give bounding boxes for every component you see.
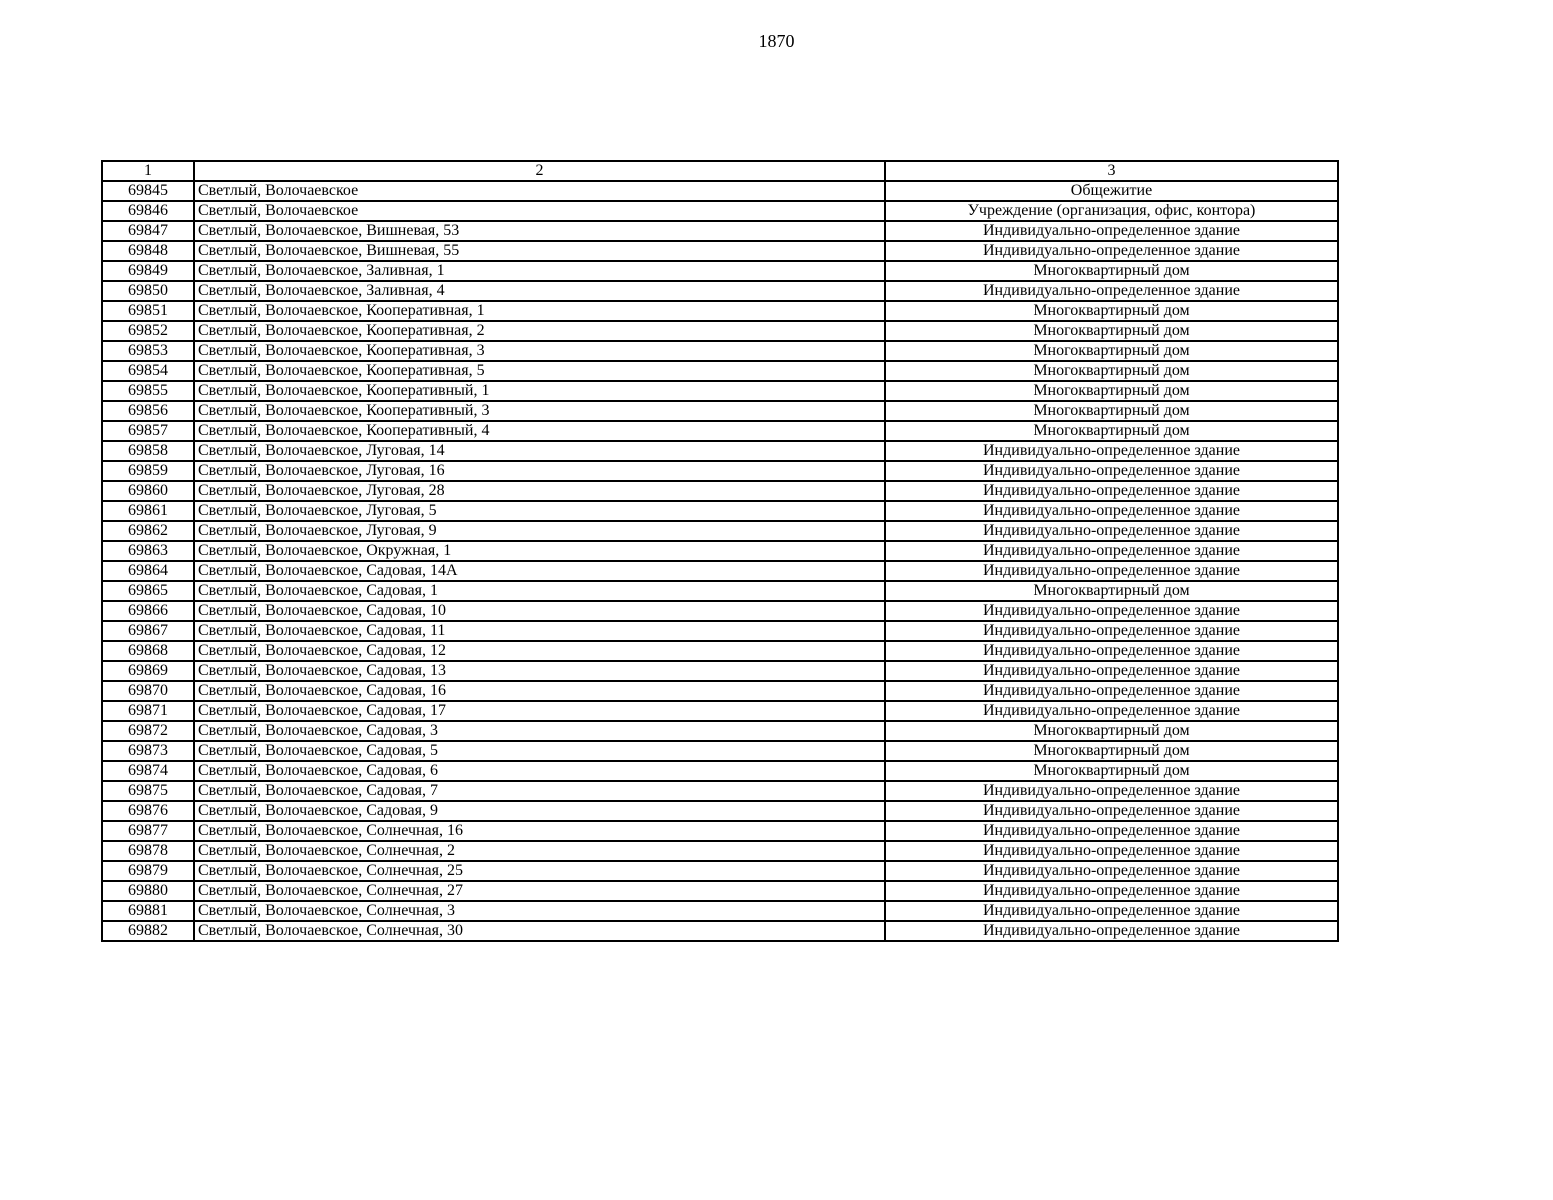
table-row — [102, 921, 1338, 941]
object-type-cell: Многоквартирный дом — [885, 381, 1338, 401]
row-number-cell: 69855 — [102, 381, 194, 401]
object-type-cell: Индивидуально-определенное здание — [885, 641, 1338, 661]
address-cell: Светлый, Волочаевское, Садовая, 17 — [194, 701, 885, 721]
row-number-cell: 69879 — [102, 861, 194, 881]
table-row — [102, 381, 1338, 401]
row-number-cell: 69860 — [102, 481, 194, 501]
object-type-cell: Индивидуально-определенное здание — [885, 681, 1338, 701]
address-cell: Светлый, Волочаевское, Садовая, 7 — [194, 781, 885, 801]
address-cell: Светлый, Волочаевское, Кооперативная, 2 — [194, 321, 885, 341]
row-number-cell: 69847 — [102, 221, 194, 241]
object-type-cell: Многоквартирный дом — [885, 421, 1338, 441]
table-row — [102, 361, 1338, 381]
address-cell: Светлый, Волочаевское, Кооперативная, 1 — [194, 301, 885, 321]
table-row — [102, 661, 1338, 681]
address-cell: Светлый, Волочаевское, Кооперативный, 3 — [194, 401, 885, 421]
address-cell: Светлый, Волочаевское, Кооперативная, 3 — [194, 341, 885, 361]
table-row — [102, 841, 1338, 861]
table-row — [102, 681, 1338, 701]
address-cell: Светлый, Волочаевское, Заливная, 4 — [194, 281, 885, 301]
column-header-address: 2 — [194, 161, 885, 181]
address-cell: Светлый, Волочаевское, Садовая, 1 — [194, 581, 885, 601]
object-type-cell: Индивидуально-определенное здание — [885, 701, 1338, 721]
table-row — [102, 521, 1338, 541]
row-number-cell: 69866 — [102, 601, 194, 621]
object-type-cell: Многоквартирный дом — [885, 761, 1338, 781]
row-number-cell: 69864 — [102, 561, 194, 581]
row-number-cell: 69881 — [102, 901, 194, 921]
object-type-cell: Общежитие — [885, 181, 1338, 201]
row-number-cell: 69877 — [102, 821, 194, 841]
object-type-cell: Многоквартирный дом — [885, 361, 1338, 381]
address-cell: Светлый, Волочаевское, Садовая, 14А — [194, 561, 885, 581]
address-cell: Светлый, Волочаевское, Кооперативный, 1 — [194, 381, 885, 401]
table-row — [102, 861, 1338, 881]
object-type-cell: Многоквартирный дом — [885, 301, 1338, 321]
table-row — [102, 881, 1338, 901]
table-row — [102, 481, 1338, 501]
address-cell: Светлый, Волочаевское, Луговая, 5 — [194, 501, 885, 521]
address-cell: Светлый, Волочаевское — [194, 181, 885, 201]
table-row — [102, 221, 1338, 241]
table-row — [102, 241, 1338, 261]
address-cell: Светлый, Волочаевское, Солнечная, 27 — [194, 881, 885, 901]
object-type-cell: Индивидуально-определенное здание — [885, 901, 1338, 921]
table-row — [102, 181, 1338, 201]
row-number-cell: 69849 — [102, 261, 194, 281]
object-type-cell: Многоквартирный дом — [885, 581, 1338, 601]
table-row — [102, 401, 1338, 421]
table-row — [102, 581, 1338, 601]
address-cell: Светлый, Волочаевское, Садовая, 16 — [194, 681, 885, 701]
row-number-cell: 69859 — [102, 461, 194, 481]
table-row — [102, 781, 1338, 801]
address-cell: Светлый, Волочаевское, Садовая, 6 — [194, 761, 885, 781]
row-number-cell: 69863 — [102, 541, 194, 561]
object-type-cell: Индивидуально-определенное здание — [885, 621, 1338, 641]
row-number-cell: 69858 — [102, 441, 194, 461]
address-cell: Светлый, Волочаевское, Луговая, 9 — [194, 521, 885, 541]
address-cell: Светлый, Волочаевское, Заливная, 1 — [194, 261, 885, 281]
object-type-cell: Индивидуально-определенное здание — [885, 541, 1338, 561]
row-number-cell: 69867 — [102, 621, 194, 641]
column-header-type: 3 — [885, 161, 1338, 181]
row-number-cell: 69845 — [102, 181, 194, 201]
table-row — [102, 321, 1338, 341]
row-number-cell: 69852 — [102, 321, 194, 341]
address-table — [101, 160, 1339, 942]
table-row — [102, 641, 1338, 661]
row-number-cell: 69853 — [102, 341, 194, 361]
object-type-cell: Многоквартирный дом — [885, 321, 1338, 341]
table-row — [102, 501, 1338, 521]
object-type-cell: Индивидуально-определенное здание — [885, 861, 1338, 881]
table-row — [102, 261, 1338, 281]
address-cell: Светлый, Волочаевское, Солнечная, 3 — [194, 901, 885, 921]
address-cell: Светлый, Волочаевское, Луговая, 16 — [194, 461, 885, 481]
object-type-cell: Индивидуально-определенное здание — [885, 461, 1338, 481]
row-number-cell: 69846 — [102, 201, 194, 221]
address-cell: Светлый, Волочаевское, Садовая, 5 — [194, 741, 885, 761]
row-number-cell: 69872 — [102, 721, 194, 741]
address-cell: Светлый, Волочаевское, Солнечная, 2 — [194, 841, 885, 861]
object-type-cell: Индивидуально-определенное здание — [885, 481, 1338, 501]
address-cell: Светлый, Волочаевское, Солнечная, 30 — [194, 921, 885, 941]
row-number-cell: 69876 — [102, 801, 194, 821]
address-cell: Светлый, Волочаевское, Вишневая, 55 — [194, 241, 885, 261]
row-number-cell: 69880 — [102, 881, 194, 901]
object-type-cell: Многоквартирный дом — [885, 341, 1338, 361]
row-number-cell: 69857 — [102, 421, 194, 441]
header-row — [102, 161, 1338, 181]
object-type-cell: Многоквартирный дом — [885, 401, 1338, 421]
address-cell: Светлый, Волочаевское, Садовая, 9 — [194, 801, 885, 821]
table-body — [102, 181, 1338, 941]
address-cell: Светлый, Волочаевское, Кооперативный, 4 — [194, 421, 885, 441]
object-type-cell: Индивидуально-определенное здание — [885, 601, 1338, 621]
table-row — [102, 421, 1338, 441]
row-number-cell: 69856 — [102, 401, 194, 421]
row-number-cell: 69865 — [102, 581, 194, 601]
table-row — [102, 281, 1338, 301]
address-cell: Светлый, Волочаевское, Солнечная, 16 — [194, 821, 885, 841]
table-row — [102, 441, 1338, 461]
object-type-cell: Индивидуально-определенное здание — [885, 441, 1338, 461]
address-cell: Светлый, Волочаевское, Солнечная, 25 — [194, 861, 885, 881]
page-number: 1870 — [758, 31, 795, 51]
row-number-cell: 69875 — [102, 781, 194, 801]
row-number-cell: 69878 — [102, 841, 194, 861]
row-number-cell: 69850 — [102, 281, 194, 301]
column-header-number: 1 — [102, 161, 194, 181]
object-type-cell: Многоквартирный дом — [885, 741, 1338, 761]
row-number-cell: 69868 — [102, 641, 194, 661]
object-type-cell: Многоквартирный дом — [885, 721, 1338, 741]
object-type-cell: Учреждение (организация, офис, контора) — [885, 201, 1338, 221]
table-row — [102, 201, 1338, 221]
address-cell: Светлый, Волочаевское, Окружная, 1 — [194, 541, 885, 561]
address-cell: Светлый, Волочаевское, Садовая, 3 — [194, 721, 885, 741]
table-row — [102, 701, 1338, 721]
table-row — [102, 561, 1338, 581]
object-type-cell: Индивидуально-определенное здание — [885, 801, 1338, 821]
table-row — [102, 761, 1338, 781]
address-cell: Светлый, Волочаевское, Кооперативная, 5 — [194, 361, 885, 381]
object-type-cell: Индивидуально-определенное здание — [885, 841, 1338, 861]
object-type-cell: Индивидуально-определенное здание — [885, 921, 1338, 941]
address-cell: Светлый, Волочаевское, Садовая, 10 — [194, 601, 885, 621]
row-number-cell: 69870 — [102, 681, 194, 701]
object-type-cell: Индивидуально-определенное здание — [885, 781, 1338, 801]
address-cell: Светлый, Волочаевское, Садовая, 11 — [194, 621, 885, 641]
address-cell: Светлый, Волочаевское, Садовая, 13 — [194, 661, 885, 681]
object-type-cell: Индивидуально-определенное здание — [885, 221, 1338, 241]
object-type-cell: Индивидуально-определенное здание — [885, 241, 1338, 261]
object-type-cell: Индивидуально-определенное здание — [885, 521, 1338, 541]
row-number-cell: 69862 — [102, 521, 194, 541]
table-row — [102, 541, 1338, 561]
address-cell: Светлый, Волочаевское, Вишневая, 53 — [194, 221, 885, 241]
table-row — [102, 721, 1338, 741]
object-type-cell: Индивидуально-определенное здание — [885, 881, 1338, 901]
table-row — [102, 741, 1338, 761]
row-number-cell: 69861 — [102, 501, 194, 521]
table-row — [102, 301, 1338, 321]
table-row — [102, 461, 1338, 481]
row-number-cell: 69871 — [102, 701, 194, 721]
row-number-cell: 69848 — [102, 241, 194, 261]
object-type-cell: Индивидуально-определенное здание — [885, 821, 1338, 841]
address-cell: Светлый, Волочаевское, Луговая, 28 — [194, 481, 885, 501]
row-number-cell: 69882 — [102, 921, 194, 941]
table-row — [102, 341, 1338, 361]
object-type-cell: Индивидуально-определенное здание — [885, 561, 1338, 581]
row-number-cell: 69869 — [102, 661, 194, 681]
address-cell: Светлый, Волочаевское — [194, 201, 885, 221]
row-number-cell: 69873 — [102, 741, 194, 761]
address-cell: Светлый, Волочаевское, Садовая, 12 — [194, 641, 885, 661]
table-row — [102, 821, 1338, 841]
row-number-cell: 69874 — [102, 761, 194, 781]
table-row — [102, 621, 1338, 641]
object-type-cell: Индивидуально-определенное здание — [885, 501, 1338, 521]
row-number-cell: 69851 — [102, 301, 194, 321]
table-row — [102, 801, 1338, 821]
address-cell: Светлый, Волочаевское, Луговая, 14 — [194, 441, 885, 461]
object-type-cell: Индивидуально-определенное здание — [885, 281, 1338, 301]
table-row — [102, 601, 1338, 621]
table-row — [102, 901, 1338, 921]
row-number-cell: 69854 — [102, 361, 194, 381]
object-type-cell: Многоквартирный дом — [885, 261, 1338, 281]
object-type-cell: Индивидуально-определенное здание — [885, 661, 1338, 681]
